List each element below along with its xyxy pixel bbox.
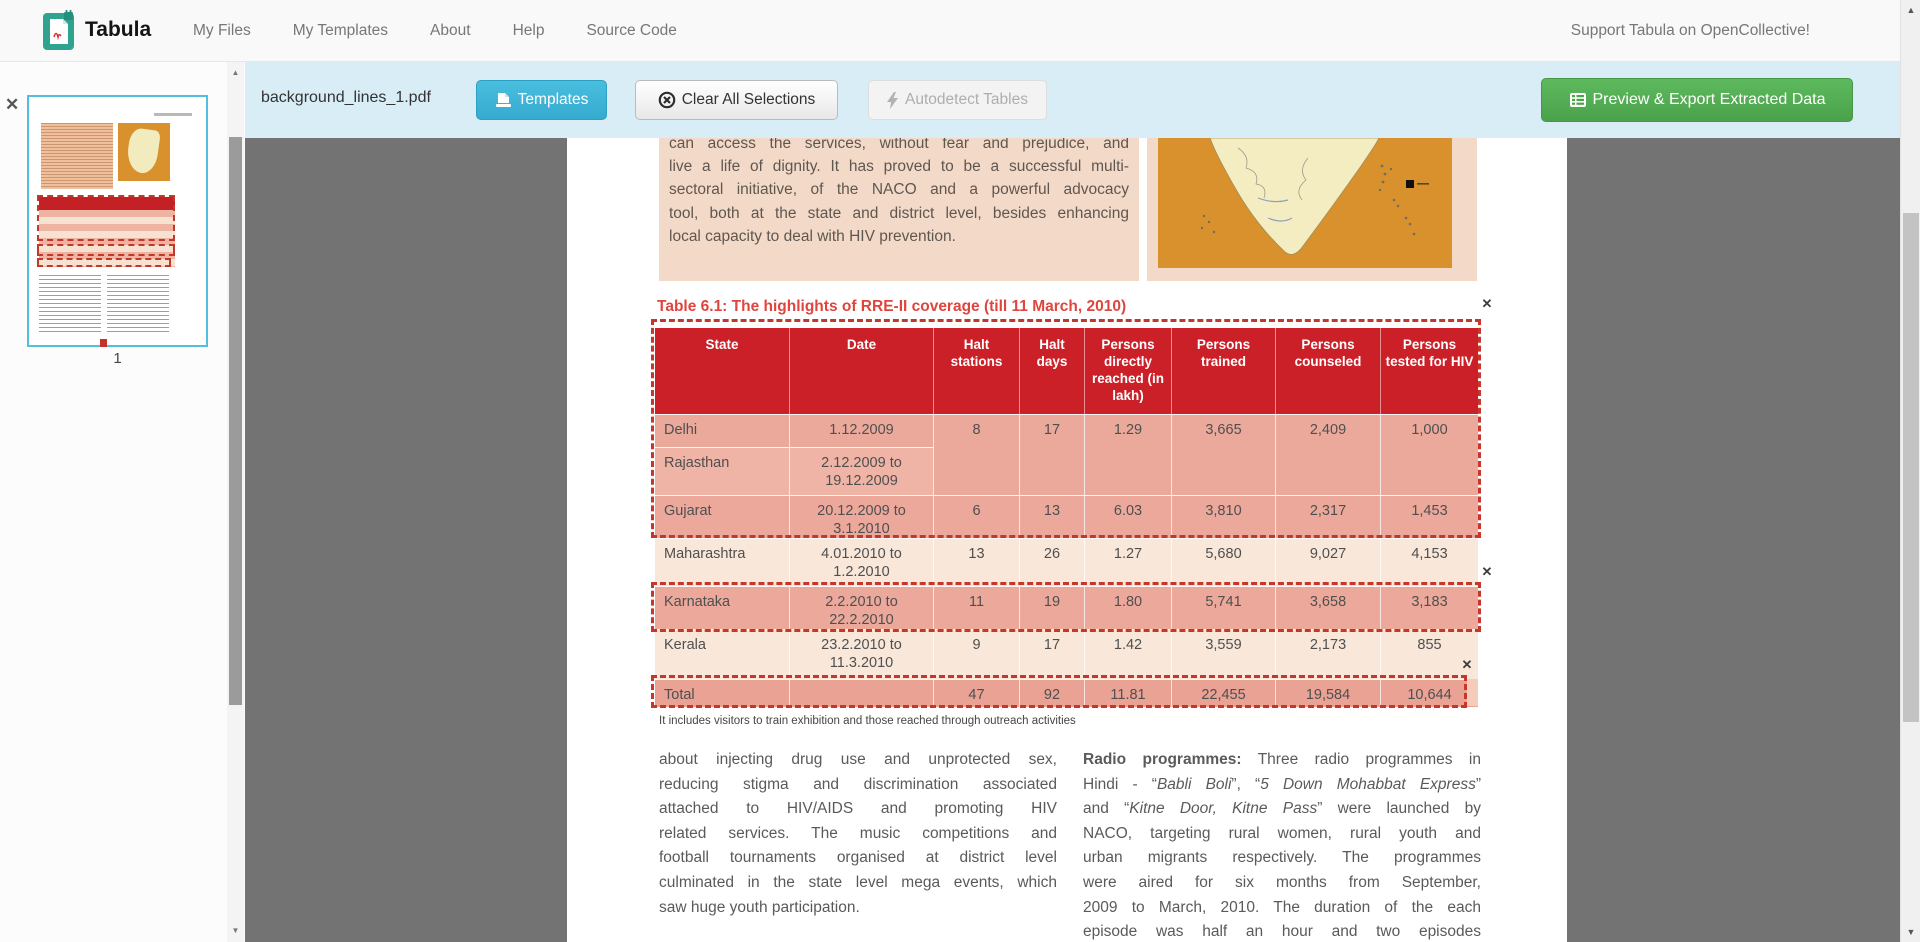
table-cell: 3,658 [1276, 586, 1381, 629]
text-line: local capacity to deal with HIV prevention. [669, 227, 956, 245]
top-navbar [0, 0, 1900, 62]
table-header-cell: State [655, 328, 790, 414]
table-cell: 2,409 [1276, 414, 1381, 495]
text-line: were aired for six months from September, [1083, 873, 1481, 891]
sidebar-scroll-up-icon[interactable]: ▲ [231, 68, 240, 77]
table-cell: 17 [1020, 414, 1085, 495]
remove-selection-2-icon[interactable]: ✕ [1481, 564, 1493, 579]
text-line: culminated in the state level mega events, which [659, 873, 1057, 891]
table-list-icon [1569, 92, 1587, 108]
india-map-block [1147, 138, 1477, 281]
nav-item-source-code[interactable]: Source Code [586, 22, 677, 39]
text-line: Hindi - “Babli Boli”, “5 Down Mohabbat Express” [1083, 775, 1481, 793]
scroll-up-arrow-icon[interactable]: ▲ [1906, 5, 1916, 15]
nav-item-help[interactable]: Help [512, 22, 545, 39]
table-cell: 1,000 [1381, 414, 1478, 495]
text-line: saw huge youth participation. [659, 898, 860, 916]
sidebar-scrollbar-thumb[interactable] [229, 137, 242, 705]
table-cell: 47 [934, 679, 1020, 707]
table-cell: 1,453 [1381, 495, 1478, 538]
nav-menu [193, 0, 677, 62]
tabula-brand[interactable] [43, 10, 151, 50]
table-header-cell: Persons trained [1172, 328, 1276, 414]
table-cell: 6.03 [1085, 495, 1172, 538]
nav-item-about[interactable]: About [430, 22, 471, 39]
table-cell: 5,680 [1172, 538, 1276, 586]
thumb-header-line [154, 113, 192, 116]
pdf-intro-paragraph [659, 138, 1139, 281]
thumb-table [39, 197, 175, 267]
text-line: football tournaments organised at district level [659, 849, 1057, 867]
pdf-table-footnote: It includes visitors to train exhibition and those reached through outreach activities [659, 715, 1076, 727]
table-header-cell: Date [790, 328, 934, 414]
table-cell: 1.42 [1085, 629, 1172, 679]
pdf-right-column [1083, 748, 1481, 942]
table-cell: 22,455 [1172, 679, 1276, 707]
templates-button-label: Templates [517, 91, 589, 108]
india-map-image [1158, 138, 1452, 268]
pdf-left-column [659, 748, 1057, 920]
text-line: about injecting drug use and unprotected sex, [659, 751, 1057, 768]
table-cell: 4.01.2010 to 1.2.2010 [790, 538, 934, 586]
table-cell: 11 [934, 586, 1020, 629]
text-line: sectoral initiative, of the NACO and a powerful advocacy [669, 181, 1129, 199]
table-cell: 1.27 [1085, 538, 1172, 586]
templates-button[interactable] [476, 80, 607, 120]
table-cell: 3,559 [1172, 629, 1276, 679]
text-line: urban migrants respectively. The programmes [1083, 849, 1481, 867]
lightning-bolt-icon [887, 92, 899, 109]
sidebar-scroll-down-icon[interactable]: ▼ [231, 926, 240, 935]
table-cell: 2,317 [1276, 495, 1381, 538]
table-header-cell: Persons directly reached (in lakh) [1085, 328, 1172, 414]
table-cell: 10,644 [1381, 679, 1478, 707]
text-line: NACO, targeting rural women, rural youth and [1083, 824, 1481, 842]
clear-button-label: Clear All Selections [681, 91, 816, 108]
table-cell: 19,584 [1276, 679, 1381, 707]
page-thumbnail-sidebar [0, 62, 245, 942]
table-cell: Delhi [655, 414, 790, 447]
table-cell: 23.2.2010 to 11.3.2010 [790, 629, 934, 679]
table-cell: 17 [1020, 629, 1085, 679]
document-toolbar [245, 62, 1900, 138]
total-row-stub [1467, 679, 1478, 706]
page-thumbnail[interactable] [27, 95, 208, 347]
table-cell: 1.29 [1085, 414, 1172, 495]
pdf-table-title: Table 6.1: The highlights of RRE-II coverage (till 11 March, 2010) [657, 298, 1127, 315]
table-cell: Kerala [655, 629, 790, 679]
remove-page-icon[interactable]: ✕ [5, 95, 20, 114]
table-cell: 2.2.2010 to 22.2.2010 [790, 586, 934, 629]
table-cell: 9 [934, 629, 1020, 679]
table-cell: 19 [1020, 586, 1085, 629]
tabula-logo-icon [43, 10, 77, 50]
selection-box-3[interactable] [651, 675, 1467, 708]
templates-icon [495, 92, 512, 108]
text-line: tool, both at the state and district level, besides enhancing [669, 204, 1129, 222]
table-cell: 9,027 [1276, 538, 1381, 586]
table-cell: 5,741 [1172, 586, 1276, 629]
table-cell: 3,183 [1381, 586, 1478, 629]
table-header-cell: Halt days [1020, 328, 1085, 414]
autodetect-tables-button[interactable] [868, 80, 1047, 120]
remove-selection-3-icon[interactable]: ✕ [1461, 657, 1473, 672]
scroll-down-arrow-icon[interactable]: ▼ [1906, 927, 1916, 937]
nav-item-my-templates[interactable]: My Templates [292, 22, 389, 39]
table-cell: 3,665 [1172, 414, 1276, 495]
remove-selection-1-icon[interactable]: ✕ [1481, 296, 1493, 311]
autodetect-button-label: Autodetect Tables [905, 91, 1028, 108]
selection-box-1[interactable] [651, 319, 1481, 538]
table-cell: 855 [1381, 629, 1478, 679]
text-line: Radio programmes: Three radio programmes in [1083, 751, 1481, 768]
text-line: 2009 to March, 2010. The duration of the each [1083, 898, 1481, 916]
table-cell: Total [655, 679, 790, 707]
document-filename: background_lines_1.pdf [261, 89, 431, 106]
export-button-label: Preview & Export Extracted Data [1592, 91, 1826, 108]
table-cell: 1.12.2009 [790, 414, 934, 447]
table-cell: 8 [934, 414, 1020, 495]
table-cell: 26 [1020, 538, 1085, 586]
table-cell: 11.81 [1085, 679, 1172, 707]
text-line: live a life of dignity. It has proved to be a successful multi- [669, 158, 1129, 176]
brand-name: Tabula [85, 18, 152, 41]
table-cell: 6 [934, 495, 1020, 538]
table-cell: Karnataka [655, 586, 790, 629]
support-link[interactable]: Support Tabula on OpenCollective! [1570, 22, 1810, 39]
main-scrollbar-thumb[interactable] [1903, 213, 1919, 722]
clear-circle-x-icon [658, 91, 676, 109]
table-cell: 3,810 [1172, 495, 1276, 538]
table-cell: 20.12.2009 to 3.1.2010 [790, 495, 934, 538]
table-cell: Rajasthan [655, 447, 790, 495]
text-line: and “Kitne Door, Kitne Pass” were launched by [1083, 800, 1481, 818]
table-cell: 1.80 [1085, 586, 1172, 629]
preview-export-button[interactable] [1541, 78, 1853, 122]
table-header-cell: Persons tested for HIV [1381, 328, 1478, 414]
table-cell: Gujarat [655, 495, 790, 538]
table-cell: 13 [934, 538, 1020, 586]
table-cell: 13 [1020, 495, 1085, 538]
clear-all-selections-button[interactable] [635, 80, 838, 120]
pdf-page[interactable] [567, 138, 1567, 942]
table-cell: 2,173 [1276, 629, 1381, 679]
table-cell: 4,153 [1381, 538, 1478, 586]
table-cell: 2.12.2009 to 19.12.2009 [790, 447, 934, 495]
thumb-map [118, 123, 170, 181]
thumb-text-block [41, 123, 113, 189]
thumbnail-page-number: 1 [113, 350, 122, 367]
table-header-cell: Persons counseled [1276, 328, 1381, 414]
table-header-cell: Halt stations [934, 328, 1020, 414]
text-line: can access the services, without fear and prejudice, and [669, 138, 1129, 152]
document-viewer-area [245, 138, 1900, 942]
text-line: episode was half an hour and two episodes [1083, 923, 1481, 941]
text-line: related services. The music competitions and [659, 824, 1057, 842]
text-line: attached to HIV/AIDS and promoting HIV [659, 800, 1057, 818]
sidebar-scrollbar[interactable] [227, 62, 244, 942]
text-line: reducing stigma and discrimination associated [659, 775, 1057, 793]
nav-item-my-files[interactable]: My Files [193, 22, 251, 39]
thumb-page-logo [100, 339, 107, 347]
selection-box-2[interactable] [651, 582, 1481, 632]
main-scrollbar[interactable] [1900, 0, 1920, 942]
table-cell: 92 [1020, 679, 1085, 707]
table-cell: Maharashtra [655, 538, 790, 586]
